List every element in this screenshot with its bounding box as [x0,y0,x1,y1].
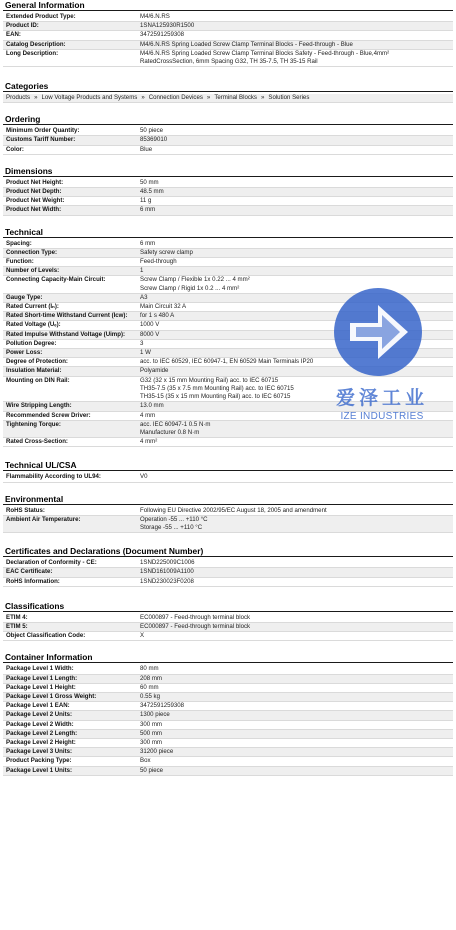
spec-label: Number of Levels: [6,267,60,275]
breadcrumb-separator: » [141,94,145,102]
spec-table [3,473,453,482]
spec-value: 85369010 [140,136,168,144]
spec-label: Function: [6,258,34,266]
spec-row [3,136,453,145]
spec-row [3,13,453,22]
spec-row [3,684,453,693]
section-title: Classifications [3,601,453,612]
spec-label: Package Level 3 Units: [6,748,73,756]
spec-value: EC000897 - Feed-through terminal block [140,622,251,630]
spec-value: Feed-through [140,258,177,266]
spec-row [3,331,453,340]
spec-value: 1SND161009A1100 [140,568,194,576]
spec-label: Mounting on DIN Rail: [6,376,70,384]
breadcrumb-item[interactable]: Terminal Blocks [214,94,257,102]
section [3,166,453,216]
section [3,114,453,155]
section-title: Ordering [3,114,453,125]
spec-row [3,438,453,447]
spec-value: Operation -55 ... +110 °C Storage -55 ... +110 °C [140,515,208,531]
spec-value: 3 [140,339,144,347]
spec-value: 1000 V [140,321,160,329]
spec-row [3,41,453,50]
spec-row [3,22,453,31]
spec-label: EAC Certificate: [6,568,53,576]
spec-label: Tightening Torque: [6,420,61,428]
spec-label: Product Net Depth: [6,188,62,196]
section-title: Dimensions [3,166,453,177]
spec-row [3,240,453,249]
spec-value: EC000897 - Feed-through terminal block [140,613,251,621]
spec-row [3,693,453,702]
section [3,227,453,448]
spec-row [3,507,453,516]
spec-row [3,675,453,684]
spec-label: Ambient Air Temperature: [6,515,81,523]
spec-label: Rated Current (Iₙ): [6,303,59,311]
section [3,546,453,587]
spec-label: Power Loss: [6,349,43,357]
spec-row [3,146,453,155]
spec-value: 1SND230023F0208 [140,577,194,585]
spec-label: Rated Impulse Withstand Voltage (Uimp): [6,330,126,338]
spec-value: Polyamide [140,367,169,375]
spec-label: Insulation Material: [6,367,62,375]
spec-value: 1 [140,267,144,275]
spec-value: 500 mm [140,729,163,737]
spec-row [3,757,453,766]
spec-label: Package Level 1 Length: [6,674,78,682]
breadcrumb-separator: » [34,94,38,102]
spec-row [3,321,453,330]
section [3,0,453,67]
section-title: Environmental [3,494,453,505]
watermark-chinese-text: 爱泽工业 [335,387,428,409]
spec-value: M4/6.N.RS [140,13,170,20]
spec-label: Package Level 1 Units: [6,766,73,774]
spec-label: Color: [6,145,24,153]
spec-row [3,340,453,349]
spec-label: ETIM 4: [6,613,28,621]
spec-value: 50 piece [140,766,164,774]
spec-table [3,13,453,67]
spec-label: RoHS Information: [6,577,60,585]
spec-value: 0.55 kg [140,692,160,700]
spec-row [3,249,453,258]
spec-row [3,31,453,40]
spec-row [3,632,453,641]
section-title: Container Information [3,652,453,663]
spec-row [3,730,453,739]
spec-value: 3472591259308 [140,702,185,710]
spec-value: 6 mm [140,239,156,247]
spec-label: Rated Short-time Withstand Current (Icw): [6,312,128,320]
spec-value: for 1 s 480 A [140,312,175,320]
spec-row [3,623,453,632]
spec-label: Wire Stripping Length: [6,402,72,410]
spec-table [3,127,453,155]
spec-label: ETIM 5: [6,622,28,630]
spec-row [3,179,453,188]
spec-value: 208 mm [140,674,163,682]
watermark-english-text: IZE INDUSTRIES [340,411,424,422]
spec-value: 4 mm [140,411,156,419]
spec-label: Flammability According to UL94: [6,473,101,481]
spec-row [3,358,453,367]
spec-label: Connecting Capacity-Main Circuit: [6,276,106,284]
spec-value: V0 [140,473,148,481]
spec-label: Package Level 1 Width: [6,665,74,673]
spec-label: Extended Product Type: [6,13,76,20]
spec-row [3,127,453,136]
section [3,601,453,642]
spec-row [3,614,453,623]
section-title: General Information [3,0,453,11]
spec-label: Pollution Degree: [6,339,57,347]
spec-value: 4 mm² [140,438,158,446]
spec-label: Catalog Description: [6,40,66,48]
spec-label: Spacing: [6,239,32,247]
spec-value: X [140,632,145,640]
spec-row [3,559,453,568]
spec-value: G32 (32 x 15 mm Mounting Rail) acc. to IEC 60715 TH35-7.5 (35 x 7.5 mm Mounting Rail) acc. to IEC 60715 TH35-15 (35 x 15 mm Mounting Rail) acc. to IEC 60715 [140,376,294,401]
spec-value: 6 mm [140,206,156,214]
spec-label: Gauge Type: [6,293,43,301]
spec-label: Product ID: [6,22,39,30]
spec-label: Product Net Height: [6,178,64,186]
spec-table [3,179,453,216]
spec-value: 11 g [140,197,152,205]
spec-row [3,294,453,303]
spec-row [3,206,453,215]
spec-label: Package Level 2 Units: [6,711,73,719]
spec-row [3,188,453,197]
spec-value: Main Circuit 32 A [140,303,187,311]
spec-label: Declaration of Conformity - CE: [6,559,97,567]
breadcrumb-item[interactable]: Products [6,94,31,102]
spec-value: A3 [140,293,148,301]
spec-table [3,240,453,448]
spec-value: 300 mm [140,720,163,728]
spec-row [3,711,453,720]
spec-value: 31200 piece [140,748,174,756]
spec-value: Blue [140,145,153,153]
spec-row [3,568,453,577]
spec-row [3,516,453,533]
breadcrumb-item[interactable]: Solution Series [268,94,310,102]
spec-value: 8000 V [140,330,160,338]
spec-row [3,421,453,438]
spec-label: Connection Type: [6,248,58,256]
spec-value: 48.5 mm [140,188,164,196]
spec-row [3,578,453,587]
spec-label: Package Level 2 Width: [6,720,74,728]
breadcrumb-separator: » [206,94,211,102]
spec-value: Safety screw clamp [140,248,193,256]
spec-label: Product Net Weight: [6,197,65,205]
spec-row [3,412,453,421]
spec-label: Package Level 1 Gross Weight: [6,692,97,700]
datasheet [3,0,453,776]
spec-row [3,267,453,276]
breadcrumb [3,94,453,103]
spec-value: 1SND225009C1006 [140,559,195,567]
spec-row [3,349,453,358]
spec-row [3,50,453,67]
spec-label: Minimum Order Quantity: [6,127,80,135]
spec-label: Object Classification Code: [6,632,86,640]
spec-row [3,721,453,730]
spec-label: RoHS Status: [6,506,45,514]
section-title: Certificates and Declarations (Document Number) [3,546,453,557]
spec-label: Degree of Protection: [6,358,68,366]
breadcrumb-item[interactable]: Low Voltage Products and Systems [41,94,138,102]
spec-value: 50 mm [140,178,159,186]
spec-value: acc. to IEC 60529, IEC 60947-1, EN 60529 Main Terminals IP20 [140,358,314,366]
section [3,460,453,482]
breadcrumb-item[interactable]: Connection Devices [148,94,203,102]
spec-row [3,197,453,206]
section [3,81,453,103]
spec-value: 13.0 mm [140,402,164,410]
spec-row [3,312,453,321]
spec-value: Following EU Directive 2002/95/EC August 18, 2005 and amendment [140,506,327,514]
spec-value: 1SNA125930R1500 [140,22,195,30]
spec-label: Rated Voltage (Uₑ): [6,321,61,329]
spec-label: Customs Tariff Number: [6,136,76,144]
spec-label: EAN: [6,31,21,39]
spec-value: M4/6.N.RS Spring Loaded Screw Clamp Terminal Blocks Safety - Feed-through - Blue,4mm² RatedCrossSection, 6mm Spacing G32, TH 35-7.5, TH 35-15 Rail [140,49,390,66]
spec-label: Product Packing Type: [6,757,72,765]
spec-row [3,739,453,748]
spec-label: Long Description: [6,49,59,57]
breadcrumb-separator: » [260,94,265,102]
spec-row [3,276,453,293]
section [3,652,453,775]
spec-label: Package Level 2 Length: [6,729,78,737]
spec-label: Product Net Width: [6,206,62,214]
spec-table [3,665,453,775]
spec-label: Package Level 1 EAN: [6,702,70,710]
spec-label: Recommended Screw Driver: [6,411,91,419]
spec-row [3,258,453,267]
spec-row [3,377,453,403]
spec-value: 60 mm [140,683,159,691]
spec-row [3,702,453,711]
spec-value: 1300 piece [140,711,170,719]
section-title: Technical UL/CSA [3,460,453,471]
spec-row [3,367,453,376]
section-title: Technical [3,227,453,238]
spec-value: 1 W [140,349,151,357]
spec-row [3,303,453,312]
spec-value: Box [140,757,151,765]
spec-value: 50 piece [140,127,164,135]
spec-value: 300 mm [140,738,163,746]
spec-row [3,665,453,674]
spec-table [3,559,453,587]
spec-value: 80 mm [140,665,159,673]
spec-row [3,402,453,411]
spec-label: Rated Cross-Section: [6,438,68,446]
spec-row [3,767,453,776]
spec-row [3,748,453,757]
section-title: Categories [3,81,453,92]
spec-value: acc. IEC 60947-1 0.5 N·m Manufacturer 0.8 N·m [140,420,211,436]
spec-table [3,614,453,642]
spec-value: 3472591259308 [140,31,185,39]
spec-label: Package Level 1 Height: [6,683,76,691]
spec-label: Package Level 2 Height: [6,738,76,746]
section [3,494,453,534]
spec-table [3,507,453,534]
spec-value: M4/6.N.RS Spring Loaded Screw Clamp Terminal Blocks - Feed-through - Blue [140,40,353,48]
spec-value: Screw Clamp / Flexible 1x 0.22 ... 4 mm² Screw Clamp / Rigid 1x 0.2 ... 4 mm² [140,276,250,292]
spec-row [3,473,453,482]
